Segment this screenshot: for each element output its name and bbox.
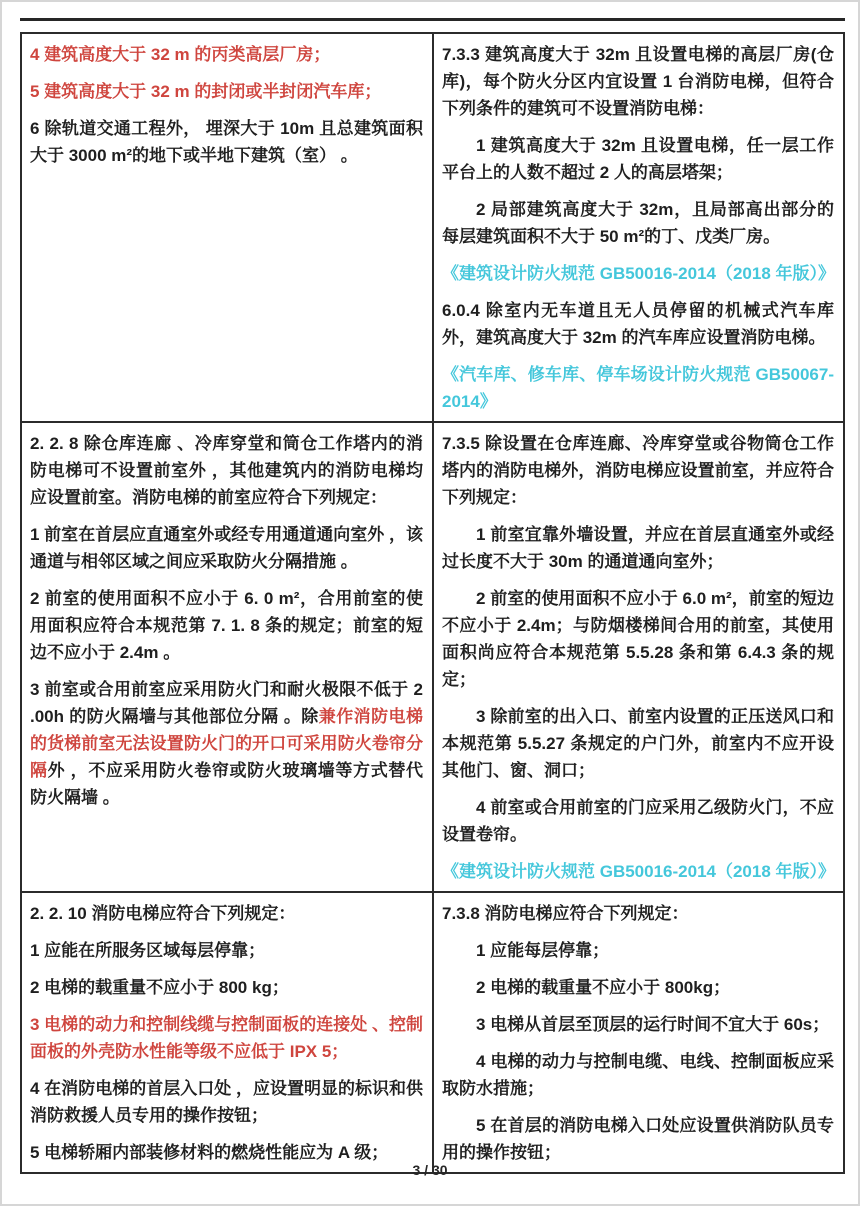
paragraph — [442, 260, 834, 287]
comparison-table — [20, 32, 845, 1174]
cell-row2-right — [434, 423, 843, 891]
paragraph — [442, 1011, 834, 1038]
paragraph — [30, 430, 423, 511]
text-run: 2 电梯的载重量不应小于 800 kg； — [30, 978, 289, 997]
paragraph — [442, 430, 834, 511]
paragraph — [442, 41, 834, 122]
highlighted-text: 3 电梯的动力和控制线缆与控制面板的连接处 、控制面板的外壳防水性能等级不应低于 IPX 5； — [30, 1015, 423, 1061]
text-run: 5 电梯轿厢内部装修材料的燃烧性能应为 A 级； — [30, 1143, 389, 1162]
paragraph — [30, 115, 423, 169]
standard-reference: 《建筑设计防火规范 GB50016-2014（2018 年版）》 — [442, 264, 836, 283]
paragraph — [30, 41, 423, 68]
table-row — [22, 893, 843, 1172]
paragraph — [442, 297, 834, 351]
text-run: 3 电梯从首层至顶层的运行时间不宜大于 60s； — [476, 1015, 830, 1034]
cell-row3-right — [434, 893, 843, 1172]
text-run: 2 前室的使用面积不应小于 6.0 m²，前室的短边不应小于 2.4m；与防烟楼梯间合用的前室，其使用面积尚应符合本规范第 5.5.28 条和第 6.4.3 条的规定； — [442, 589, 834, 689]
paragraph — [442, 794, 834, 848]
text-run: 2 局部建筑高度大于 32m，且局部高出部分的每层建筑面积不大于 50 m²的丁、戊类厂房。 — [442, 200, 834, 246]
text-run: 2 前室的使用面积不应小于 6. 0 m²，合用前室的使用面积应符合本规范第 7. 1. 8 条的规定；前室的短边不应小于 2.4m 。 — [30, 589, 423, 662]
paragraph — [30, 676, 423, 811]
paragraph — [442, 521, 834, 575]
paragraph — [442, 1112, 834, 1166]
paragraph — [442, 132, 834, 186]
paragraph — [442, 858, 834, 885]
text-run: 6 除轨道交通工程外， 埋深大于 10m 且总建筑面积大于 3000 m²的地下或半地下建筑（室） 。 — [30, 119, 423, 165]
page-footer — [2, 1162, 858, 1178]
text-run: 4 前室或合用前室的门应采用乙级防火门，不应设置卷帘。 — [442, 798, 834, 844]
paragraph — [442, 1048, 834, 1102]
paragraph — [442, 196, 834, 250]
text-run: 4 电梯的动力与控制电缆、电线、控制面板应采取防水措施； — [442, 1052, 834, 1098]
table-row — [22, 34, 843, 423]
text-run: 3 除前室的出入口、前室内设置的正压送风口和本规范第 5.5.27 条规定的户门外，前室内不应开设其他门、窗、洞口； — [442, 707, 834, 780]
paragraph — [442, 361, 834, 415]
text-run: 1 应能在所服务区域每层停靠； — [30, 941, 266, 960]
text-run: 5 在首层的消防电梯入口处应设置供消防队员专用的操作按钮； — [442, 1116, 834, 1162]
text-run: 1 建筑高度大于 32m 且设置电梯，任一层工作平台上的人数不超过 2 人的高层塔架； — [442, 136, 834, 182]
paragraph — [30, 937, 423, 964]
paragraph — [30, 974, 423, 1001]
paragraph — [30, 521, 423, 575]
text-run: 外 ，不应采用防火卷帘或防火玻璃墙等方式替代防火隔墙 。 — [30, 761, 423, 807]
standard-reference: 《建筑设计防火规范 GB50016-2014（2018 年版）》 — [442, 862, 836, 881]
highlighted-text: 5 建筑高度大于 32 m 的封闭或半封闭汽车库； — [30, 82, 382, 101]
text-run: 2 电梯的载重量不应小于 800kg； — [476, 978, 731, 997]
paragraph — [442, 900, 834, 927]
highlighted-text: 4 建筑高度大于 32 m 的丙类高层厂房； — [30, 45, 331, 64]
table-row — [22, 423, 843, 893]
paragraph — [30, 1011, 423, 1065]
cell-row1-right — [434, 34, 843, 421]
text-run: 2. 2. 8 除仓库连廊 、冷库穿堂和筒仓工作塔内的消防电梯可不设置前室外 ，其他建筑内的消防电梯均应设置前室。消防电梯的前室应符合下列规定： — [30, 434, 423, 507]
text-run: 7.3.3 建筑高度大于 32m 且设置电梯的高层厂房(仓库)，每个防火分区内宜设置 1 台消防电梯，但符合下列条件的建筑可不设置消防电梯： — [442, 45, 834, 118]
text-run: 1 应能每层停靠； — [476, 941, 610, 960]
text-run: 1 前室宜靠外墙设置，并应在首层直通室外或经过长度不大于 30m 的通道通向室外； — [442, 525, 834, 571]
paragraph — [30, 900, 423, 927]
text-run: 2. 2. 10 消防电梯应符合下列规定： — [30, 904, 296, 923]
paragraph — [442, 974, 834, 1001]
standard-reference: 《汽车库、修车库、停车场设计防火规范 GB50067-2014》 — [442, 365, 834, 411]
paragraph — [30, 1075, 423, 1129]
text-run: 7.3.8 消防电梯应符合下列规定： — [442, 904, 689, 923]
highlighted-text: 兼作消防电梯的货梯前室无法设置防火门的开口可采用防火卷帘分隔 — [30, 707, 424, 780]
paragraph — [442, 585, 834, 693]
paragraph — [30, 585, 423, 666]
paragraph — [442, 703, 834, 784]
text-run: 4 在消防电梯的首层入口处 ，应设置明显的标识和供消防救援人员专用的操作按钮； — [30, 1079, 423, 1125]
page-number: 3 / 30 — [412, 1162, 448, 1178]
cell-row1-left — [22, 34, 434, 421]
cell-row3-left — [22, 893, 434, 1172]
cell-row2-left — [22, 423, 434, 891]
paragraph — [30, 78, 423, 105]
text-run: 3 前室或合用前室应采用防火门和耐火极限不低于 2 .00h 的防火隔墙与其他部位分隔 。除 — [30, 680, 423, 726]
text-run: 7.3.5 除设置在仓库连廊、冷库穿堂或谷物筒仓工作塔内的消防电梯外，消防电梯应设置前室，并应符合下列规定： — [442, 434, 834, 507]
text-run: 6.0.4 除室内无车道且无人员停留的机械式汽车库外，建筑高度大于 32m 的汽车库应设置消防电梯。 — [442, 301, 834, 347]
content-divider-rule — [20, 18, 845, 21]
text-run: 1 前室在首层应直通室外或经专用通道通向室外 ，该通道与相邻区域之间应采取防火分隔措施 。 — [30, 525, 423, 571]
paragraph — [442, 937, 834, 964]
